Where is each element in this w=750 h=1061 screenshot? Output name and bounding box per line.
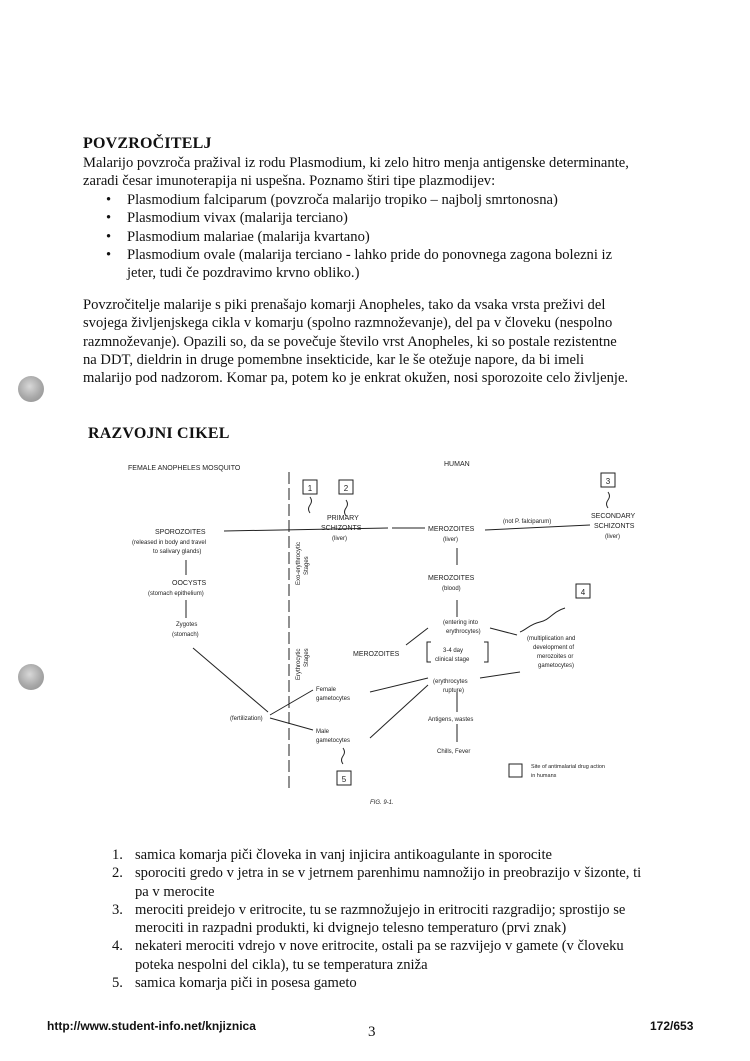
days-label: 3-4 day [443, 648, 464, 654]
step-text: nekateri merociti vdrejo v nove eritrocite, ostali pa se razvijejo v gamete (v človeku [135, 938, 624, 955]
merozoite-entering-line [406, 628, 428, 645]
fertilization-label: (fertilization) [230, 716, 263, 722]
liver-label: (liver) [443, 537, 458, 543]
ery-stage-label: Erythrocytic [296, 648, 302, 680]
liver-label: (liver) [332, 536, 347, 542]
zygotes-note: (stomach) [172, 632, 199, 638]
list-item: • Plasmodium malariae (malarija kvartano) [104, 228, 744, 246]
merozoites-blood-label: MEROZOITES [428, 575, 475, 582]
para-line: razmnoževanje). Opazili so, da se povečuje število vrst Anopheles, ki so postale rezistentne [83, 333, 617, 350]
box2-wavy [345, 500, 348, 516]
multiplication-label: merozoites or [537, 654, 574, 660]
blood-label: (blood) [442, 586, 461, 592]
box3-wavy [607, 492, 610, 508]
entering-multiplication-line [490, 628, 517, 635]
box-2-label: 2 [343, 484, 349, 493]
step-text: samica komarja piči človeka in vanj injicira antikoagulante in sporocite [135, 847, 552, 863]
rupture-female-line [370, 678, 428, 692]
list-item [112, 901, 740, 938]
heading-povzrocitelj: POVZROČITELJ [83, 135, 212, 152]
para-line: na DDT, dieldrin in druge pomembne insekticide, kar le še otežuje napore, da bi imeli [83, 351, 585, 368]
clinical-bracket-right [484, 642, 488, 662]
sporozoites-note: (released in body and travel [132, 540, 207, 546]
entering-label: erythrocytes) [446, 629, 481, 635]
list-item [112, 937, 740, 974]
list-item: • Plasmodium vivax (malarija terciano) [104, 209, 744, 227]
sporozoites-note: to salivary glands) [153, 549, 202, 555]
clinical-stage-label: clinical stage [435, 657, 470, 663]
box-1-label: 1 [307, 484, 313, 493]
female-gametocytes-label: gametocytes [316, 696, 351, 702]
intro-line: Malarijo povzroča pražival iz rodu Plasmodium, ki zelo hitro menja antigenske determinante, [83, 155, 629, 171]
legend-label: Site of antimalarial drug action [531, 764, 605, 770]
step-text: pa v merocite [135, 883, 215, 900]
step-number: 4. [112, 938, 123, 955]
step-number: 1. [112, 847, 123, 863]
list-item-text: Plasmodium ovale (malarija terciano - lahko pride do ponovnega zagona bolezni iz [127, 246, 613, 263]
schizonts-label: SCHIZONTS [321, 525, 362, 532]
exo-stage-label: Stages [304, 556, 310, 575]
human-header: HUMAN [444, 461, 470, 468]
list-item [112, 846, 740, 864]
male-gametocytes-label: Male [316, 729, 330, 735]
para-line: malarijo pod nadzorom. Komar pa, potem ko je enkrat okužen, nosi sporozoite celo življenje. [83, 370, 629, 387]
primary-label: PRIMARY [327, 515, 359, 522]
step-number: 5. [112, 975, 123, 992]
legend-box [509, 764, 522, 777]
female-gametocyte-line [270, 690, 313, 715]
oocysts-label: OOCYSTS [172, 580, 207, 587]
box-3-label: 3 [605, 477, 611, 486]
schizonts-label: SCHIZONTS [594, 523, 635, 530]
step-text: sporociti gredo v jetra in se v jetrnem parenhimu namnožijo in preobrazijo v šizonte, ti [135, 865, 642, 882]
box-5-label: 5 [341, 775, 347, 784]
list-item [112, 864, 740, 901]
rupture-multiplication-line [480, 672, 520, 678]
step-number: 3. [112, 901, 123, 918]
multiplication-label: (multiplication and [527, 636, 576, 642]
box1-wavy [309, 497, 312, 513]
list-item [112, 974, 740, 992]
heading-razvojni-cikel: RAZVOJNI CIKEL [88, 425, 230, 442]
box4-wavy-arrow [520, 608, 565, 632]
page-number: 3 [368, 1024, 376, 1040]
secondary-arrow [485, 525, 590, 530]
sporozoites-arrow [224, 528, 388, 531]
male-gametocytes-label: gametocytes [316, 738, 351, 744]
sporozoites-label: SPOROZOITES [155, 529, 206, 536]
rupture-label: (erythrocytes [433, 679, 468, 685]
para-line: svojega življenjskega cikla v komarju (spolno razmnoževanje), del pa v človeku (nespolno [83, 315, 613, 332]
legend-label: in humans [531, 773, 557, 779]
liver-label: (liver) [605, 534, 620, 540]
life-cycle-steps [112, 846, 740, 992]
zygotes-label: Zygotes [176, 622, 198, 628]
para-line: Povzročitelje malarije s piki prenašajo komarji Anopheles, tako da vsaka vrsta preživi del [83, 297, 606, 313]
mosquito-header: FEMALE ANOPHELES MOSQUITO [128, 465, 241, 472]
step-text: samica komarja piči in posesa gameto [135, 975, 357, 992]
step-number: 2. [112, 865, 123, 882]
list-item: • Plasmodium falciparum (povzroča malarijo tropiko – najbolj smrtonosna) [104, 191, 744, 209]
rupture-label: rupture) [443, 688, 465, 694]
exo-stage-label: Exo-erythrocytic [296, 541, 302, 585]
clinical-bracket-left [427, 642, 431, 662]
page-counter: 172/653 [650, 1019, 694, 1033]
entering-label: (entering into [443, 620, 479, 626]
not-pf-label: (not P. falciparum) [503, 519, 552, 525]
box-4-label: 4 [580, 588, 586, 597]
antigens-label: Antigens, wastes [428, 717, 474, 723]
footer-url[interactable]: http://www.student-info.net/knjiznica [47, 1019, 256, 1033]
step-text: merociti in razpadni produkti, ki dvignejo telesno temperaturo (prvi znak) [135, 920, 567, 937]
zygote-fertilization-line [193, 648, 268, 712]
multiplication-label: development of [533, 645, 575, 651]
step-text: poteka nespolni del cikla), tu se temperatura zniža [135, 956, 428, 973]
list-item-text-cont: jeter, tudi če pozdravimo krvno obliko.) [127, 265, 360, 282]
rupture-male-line [370, 685, 428, 738]
step-text: merociti preidejo v eritrocite, tu se razmnožujejo in eritrociti razgradijo; sprostijo se [135, 901, 626, 918]
chills-label: Chills, Fever [437, 749, 471, 755]
merozoites-mid-label: MEROZOITES [353, 651, 400, 658]
secondary-label: SECONDARY [591, 513, 636, 520]
figure-caption: FIG. 9-1. [370, 800, 394, 806]
female-gametocytes-label: Female [316, 687, 337, 693]
box5-wavy [342, 748, 345, 764]
ery-stage-label: Stages [304, 648, 310, 667]
merozoites-liver-label: MEROZOITES [428, 526, 475, 533]
oocysts-note: (stomach epithelium) [148, 591, 204, 597]
male-gametocyte-line [270, 718, 313, 730]
intro-line: zaradi česar imunoterapija ni uspešna. Poznamo štiri tipe plazmodijev: [83, 173, 496, 190]
multiplication-label: gametocytes) [538, 663, 575, 669]
